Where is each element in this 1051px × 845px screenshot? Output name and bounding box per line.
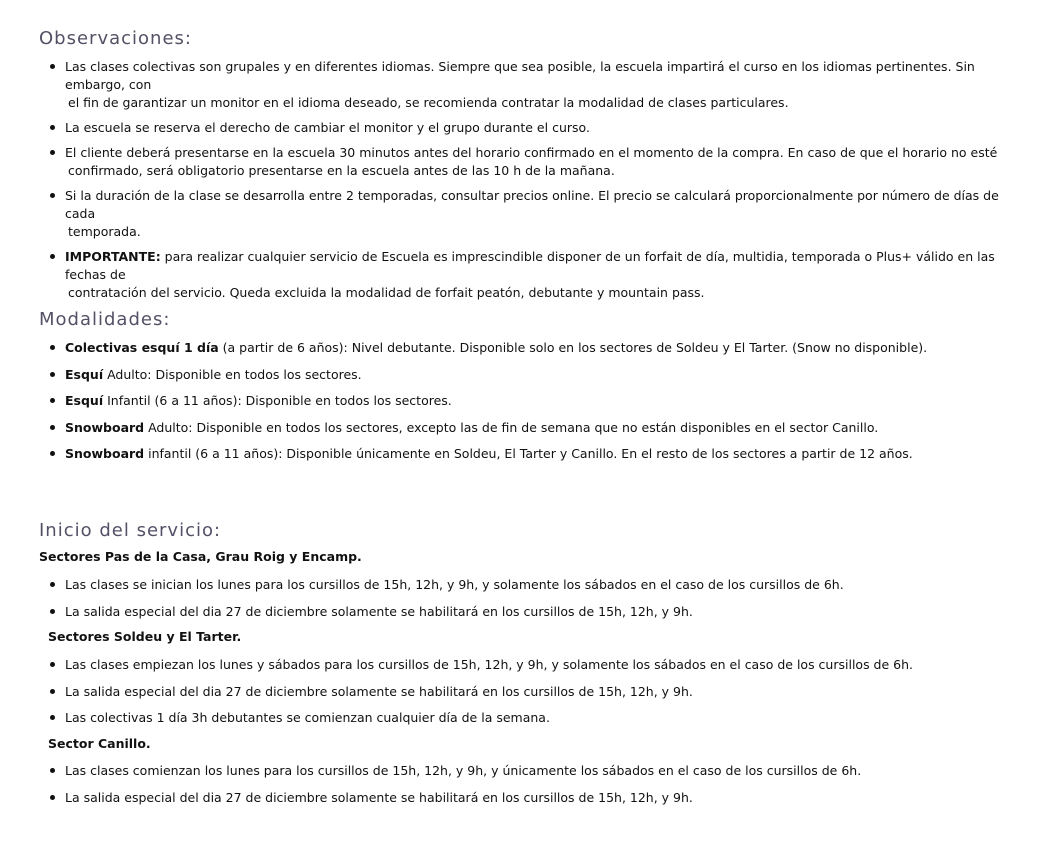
modalidades-title: Modalidades: <box>39 309 171 330</box>
modalidades-list <box>65 339 1025 463</box>
bullet-icon <box>50 582 55 587</box>
bullet-icon <box>50 425 55 430</box>
observaciones-title: Observaciones: <box>39 28 192 49</box>
list-item: Las colectivas 1 día 3h debutantes se comienzan cualquier día de la semana. <box>65 709 1025 727</box>
bullet-icon <box>50 372 55 377</box>
sector-list <box>65 656 1025 727</box>
list-item: Snowboard Adulto: Disponible en todos los sectores, excepto las de fin de semana que no están disponibles en el sector Canillo. <box>65 419 1025 437</box>
list-item: Snowboard infantil (6 a 11 años): Disponible únicamente en Soldeu, El Tarter y Canillo. En el resto de los sectores a partir de 12 años. <box>65 445 1025 463</box>
list-item: La salida especial del dia 27 de diciembre solamente se habilitará en los cursillos de 15h, 12h, y 9h. <box>65 683 1025 701</box>
sector-heading: Sectores Soldeu y El Tarter. <box>48 629 242 644</box>
bullet-icon <box>50 451 55 456</box>
list-item: Las clases empiezan los lunes y sábados para los cursillos de 15h, 12h, y 9h, y solamente los sábados en el caso de los cursillos de 6h. <box>65 656 1025 674</box>
sector-list <box>65 576 1025 621</box>
bullet-icon <box>50 662 55 667</box>
bullet-icon <box>50 254 55 259</box>
bullet-icon <box>50 609 55 614</box>
list-item: El cliente deberá presentarse en la escuela 30 minutos antes del horario confirmado en el momento de la compra. En caso de que el horario no esté confirmado, será obligatorio presentarse en la escuela antes de las 10 h de la mañana. <box>65 144 1025 180</box>
bullet-icon <box>50 64 55 69</box>
list-item: Colectivas esquí 1 día (a partir de 6 años): Nivel debutante. Disponible solo en los sectores de Soldeu y El Tarter. (Snow no disponible). <box>65 339 1025 357</box>
sector-heading: Sector Canillo. <box>48 736 151 751</box>
bullet-icon <box>50 193 55 198</box>
list-item: Si la duración de la clase se desarrolla entre 2 temporadas, consultar precios online. El precio se calculará proporcionalmente por número de días de cada temporada. <box>65 187 1025 241</box>
sector-list <box>65 762 1025 807</box>
observaciones-list <box>65 58 1025 302</box>
list-item: Las clases comienzan los lunes para los cursillos de 15h, 12h, y 9h, y únicamente los sábados en el caso de los cursillos de 6h. <box>65 762 1025 780</box>
bullet-icon <box>50 150 55 155</box>
list-item: Las clases se inician los lunes para los cursillos de 15h, 12h, y 9h, y solamente los sábados en el caso de los cursillos de 6h. <box>65 576 1025 594</box>
list-item: Esquí Infantil (6 a 11 años): Disponible en todos los sectores. <box>65 392 1025 410</box>
list-item: Esquí Adulto: Disponible en todos los sectores. <box>65 366 1025 384</box>
list-item: La escuela se reserva el derecho de cambiar el monitor y el grupo durante el curso. <box>65 119 1025 137</box>
list-item: IMPORTANTE: para realizar cualquier servicio de Escuela es imprescindible disponer de un forfait de día, multidia, temporada o Plus+ válido en las fechas de contratación del servicio. Queda excluida la modalidad de forfait peatón, debutante y mountain pass. <box>65 248 1025 302</box>
list-item: Las clases colectivas son grupales y en diferentes idiomas. Siempre que sea posible, la escuela impartirá el curso en los idiomas pertinentes. Sin embargo, con el fin de garantizar un monitor en el idioma deseado, se recomienda contratar la modalidad de clases particulares. <box>65 58 1025 112</box>
inicio-title: Inicio del servicio: <box>39 520 222 541</box>
bullet-icon <box>50 125 55 130</box>
list-item: La salida especial del dia 27 de diciembre solamente se habilitará en los cursillos de 15h, 12h, y 9h. <box>65 603 1025 621</box>
list-item: La salida especial del dia 27 de diciembre solamente se habilitará en los cursillos de 15h, 12h, y 9h. <box>65 789 1025 807</box>
bullet-icon <box>50 768 55 773</box>
bullet-icon <box>50 795 55 800</box>
bullet-icon <box>50 715 55 720</box>
bullet-icon <box>50 689 55 694</box>
sector-heading: Sectores Pas de la Casa, Grau Roig y Encamp. <box>39 549 362 564</box>
bullet-icon <box>50 345 55 350</box>
bullet-icon <box>50 398 55 403</box>
